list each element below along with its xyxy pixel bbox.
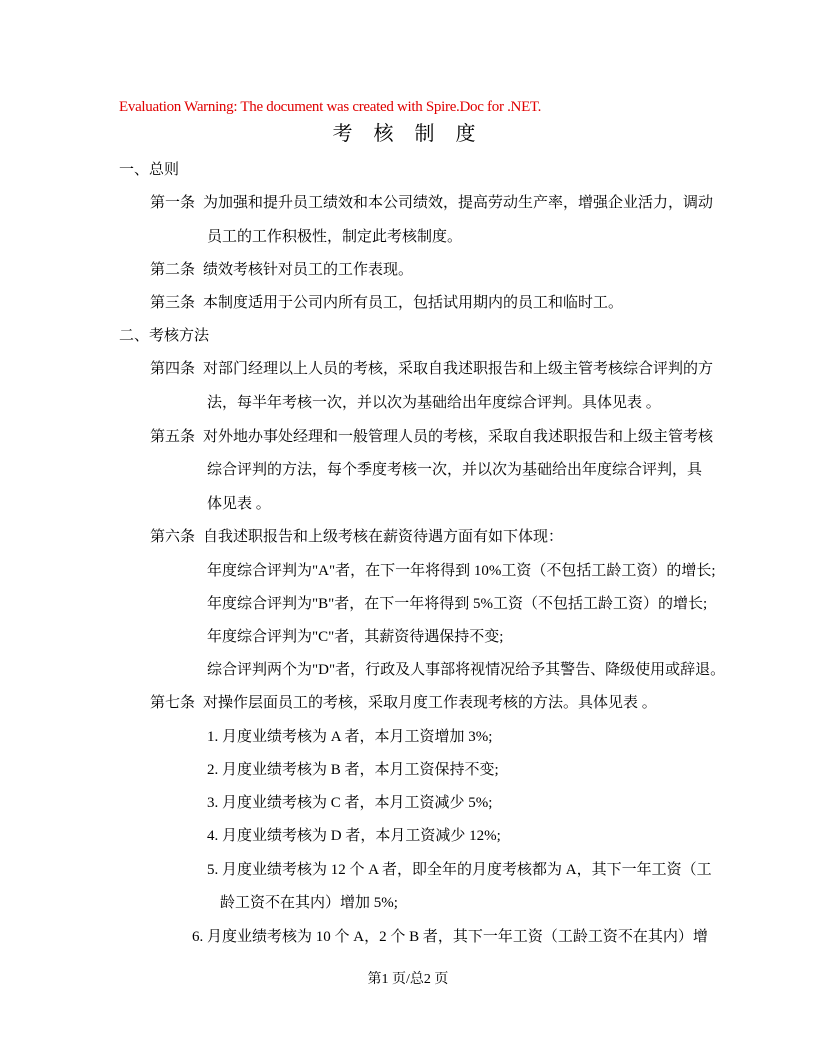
list-item: 2. 月度业绩考核为 B 者，本月工资保持不变;	[207, 762, 499, 778]
article-text: 综合评判的方法，每个季度考核一次，并以次为基础给出年度综合评判，具	[207, 462, 703, 478]
article-text: 体见表 。	[207, 496, 271, 512]
article-text: 年度综合评判为"C"者，其薪资待遇保持不变;	[207, 629, 504, 645]
article-7	[150, 693, 657, 713]
article-5	[150, 427, 713, 447]
document-title: 考 核 制 度	[332, 123, 484, 145]
article-text: 年度综合评判为"B"者，在下一年将得到 5%工资（不包括工龄工资）的增长;	[207, 596, 708, 612]
list-item: 3. 月度业绩考核为 C 者，本月工资减少 5%;	[207, 795, 493, 811]
article-text: 对外地办事处经理和一般管理人员的考核，采取自我述职报告和上级主管考核	[203, 429, 714, 445]
article-label: 第六条	[150, 529, 196, 545]
article-2	[150, 260, 413, 280]
article-text: 绩效考核针对员工的工作表现。	[203, 262, 414, 278]
list-item: 6. 月度业绩考核为 10 个 A，2 个 B 者，其下一年工资（工龄工资不在其内）增	[192, 929, 708, 945]
article-text: 自我述职报告和上级考核在薪资待遇方面有如下体现：	[203, 529, 564, 545]
article-label: 第三条	[150, 295, 196, 311]
section-heading: 二、考核方法	[119, 328, 210, 344]
section-heading: 一、总则	[119, 162, 180, 178]
list-item: 1. 月度业绩考核为 A 者，本月工资增加 3%;	[207, 729, 493, 745]
list-item: 4. 月度业绩考核为 D 者，本月工资减少 12%;	[207, 828, 501, 844]
article-text: 本制度适用于公司内所有员工，包括试用期内的员工和临时工。	[203, 295, 624, 311]
evaluation-warning: Evaluation Warning: The document was created with Spire.Doc for .NET.	[119, 99, 542, 115]
article-text: 对部门经理以上人员的考核，采取自我述职报告和上级主管考核综合评判的方	[203, 361, 714, 377]
list-item: 5. 月度业绩考核为 12 个 A 者，即全年的月度考核都为 A，其下一年工资（工	[207, 862, 712, 878]
article-text: 为加强和提升员工绩效和本公司绩效，提高劳动生产率，增强企业活力，调动	[203, 195, 714, 211]
article-1	[150, 193, 713, 213]
page-footer: 第1 页/总2 页	[367, 972, 449, 987]
article-label: 第二条	[150, 262, 196, 278]
article-text: 法，每半年考核一次，并以次为基础给出年度综合评判。具体见表 。	[207, 395, 661, 411]
article-6	[150, 527, 563, 547]
article-text: 对操作层面员工的考核，采取月度工作表现考核的方法。具体见表 。	[203, 695, 657, 711]
list-item: 龄工资不在其内）增加 5%;	[220, 895, 398, 911]
article-text: 综合评判两个为"D"者，行政及人事部将视情况给予其警告、降级使用或辞退。	[207, 662, 726, 678]
article-label: 第五条	[150, 429, 196, 445]
article-label: 第七条	[150, 695, 196, 711]
article-label: 第四条	[150, 361, 196, 377]
article-text: 员工的工作积极性，制定此考核制度。	[207, 229, 463, 245]
article-text: 年度综合评判为"A"者，在下一年将得到 10%工资（不包括工龄工资）的增长;	[207, 563, 716, 579]
article-label: 第一条	[150, 195, 196, 211]
article-3	[150, 293, 623, 313]
article-4	[150, 359, 713, 379]
